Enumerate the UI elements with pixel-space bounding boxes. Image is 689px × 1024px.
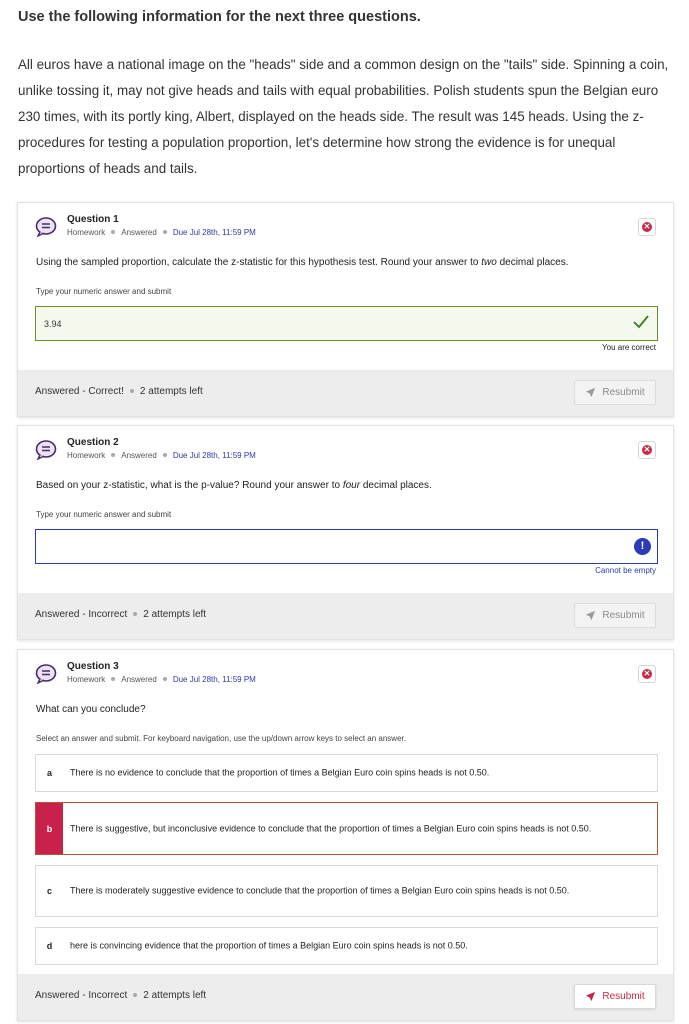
due-date: Due Jul 28th, 11:59 PM <box>172 675 256 684</box>
resubmit-button[interactable]: Resubmit <box>574 380 656 405</box>
answer-option-c[interactable] <box>35 865 658 917</box>
question-bubble-icon <box>35 217 57 237</box>
question-type: Homework <box>67 451 106 460</box>
close-icon: ✕ <box>643 669 651 678</box>
attempts-left: 2 attempts left <box>139 386 203 397</box>
answer-instruction: Type your numeric answer and submit <box>36 510 172 519</box>
question-meta <box>67 675 256 684</box>
option-text: here is convincing evidence that the proportion of times a Belgian Euro coin spins heads is not 0.50. <box>70 940 468 951</box>
send-icon <box>585 387 596 398</box>
question-card-1 <box>17 202 674 417</box>
card-footer <box>18 593 673 639</box>
submission-status: Answered - Incorrect 2 attempts left <box>35 990 207 1001</box>
numeric-answer-input[interactable] <box>35 306 658 341</box>
question-bubble-icon <box>35 664 57 684</box>
close-icon: ✕ <box>643 222 651 231</box>
question-meta <box>67 228 256 237</box>
section-title: Use the following information for the next three questions. <box>18 9 421 25</box>
intro-paragraph: All euros have a national image on the "heads" side and a common design on the "tails" side. Spinning a coin, unlike tossing it, may not give heads and tails with equal probabilities. Polish students spun the Belgian euro 230 times, with its portly king, Albert, displayed on the heads side. The result was 145 heads. Using the z-procedures for testing a population proportion, let's determine how strong the evidence is for unequal proportions of heads and tails. <box>18 57 669 176</box>
option-text: There is no evidence to conclude that the proportion of times a Belgian Euro coin spins heads is not 0.50. <box>70 767 490 778</box>
submission-status: Answered - Correct! 2 attempts left <box>35 386 203 397</box>
close-button[interactable] <box>638 441 656 459</box>
attempts-left: 2 attempts left <box>143 990 207 1001</box>
question-card-2 <box>17 425 674 640</box>
question-prompt: Using the sampled proportion, calculate the z-statistic for this hypothesis test. Round your answer to two decimal places. <box>36 257 569 268</box>
question-prompt: Based on your z-statistic, what is the p-value? Round your answer to four decimal places. <box>36 480 432 491</box>
error-icon: ! <box>634 538 651 555</box>
question-meta <box>67 451 256 460</box>
option-text: There is moderately suggestive evidence to conclude that the proportion of times a Belgian Euro coin spins heads is not 0.50. <box>70 885 570 896</box>
card-footer <box>18 370 673 416</box>
close-icon: ✕ <box>643 445 651 454</box>
question-type: Homework <box>67 675 106 684</box>
attempts-left: 2 attempts left <box>143 609 207 620</box>
question-status: Answered <box>121 675 157 684</box>
answer-option-a[interactable] <box>35 754 658 792</box>
numeric-answer-input[interactable] <box>35 529 658 564</box>
question-status: Answered <box>121 228 157 237</box>
answer-option-b[interactable] <box>35 802 658 855</box>
option-letter: c <box>46 886 52 896</box>
close-button[interactable] <box>638 218 656 236</box>
resubmit-button[interactable]: Resubmit <box>574 603 656 628</box>
option-letter: b <box>36 803 63 854</box>
answer-instruction: Select an answer and submit. For keyboard navigation, use the up/down arrow keys to select an answer. <box>36 734 406 743</box>
send-icon <box>585 610 596 621</box>
option-letter: d <box>46 941 53 951</box>
close-button[interactable] <box>638 665 656 683</box>
due-date: Due Jul 28th, 11:59 PM <box>172 451 256 460</box>
answer-feedback: Cannot be empty <box>595 566 656 575</box>
question-card-3 <box>17 649 674 1021</box>
answer-option-d[interactable] <box>35 927 658 965</box>
question-bubble-icon <box>35 440 57 460</box>
question-status: Answered <box>121 451 157 460</box>
question-title: Question 1 <box>67 214 119 225</box>
resubmit-button[interactable]: Resubmit <box>574 984 656 1009</box>
option-text: There is suggestive, but inconclusive evidence to conclude that the proportion of times a Belgian Euro coin spins heads is not 0.50. <box>70 823 592 833</box>
checkmark-icon <box>633 315 649 329</box>
answer-value: 3.94 <box>44 319 62 329</box>
card-footer <box>18 974 673 1020</box>
due-date: Due Jul 28th, 11:59 PM <box>172 228 256 237</box>
answer-feedback: You are correct <box>602 343 656 352</box>
answer-instruction: Type your numeric answer and submit <box>36 287 172 296</box>
question-prompt: What can you conclude? <box>36 704 146 715</box>
question-type: Homework <box>67 228 106 237</box>
submission-status: Answered - Incorrect 2 attempts left <box>35 609 207 620</box>
option-letter: a <box>46 768 52 778</box>
question-title: Question 2 <box>67 437 119 448</box>
question-title: Question 3 <box>67 661 119 672</box>
send-icon <box>585 991 596 1002</box>
